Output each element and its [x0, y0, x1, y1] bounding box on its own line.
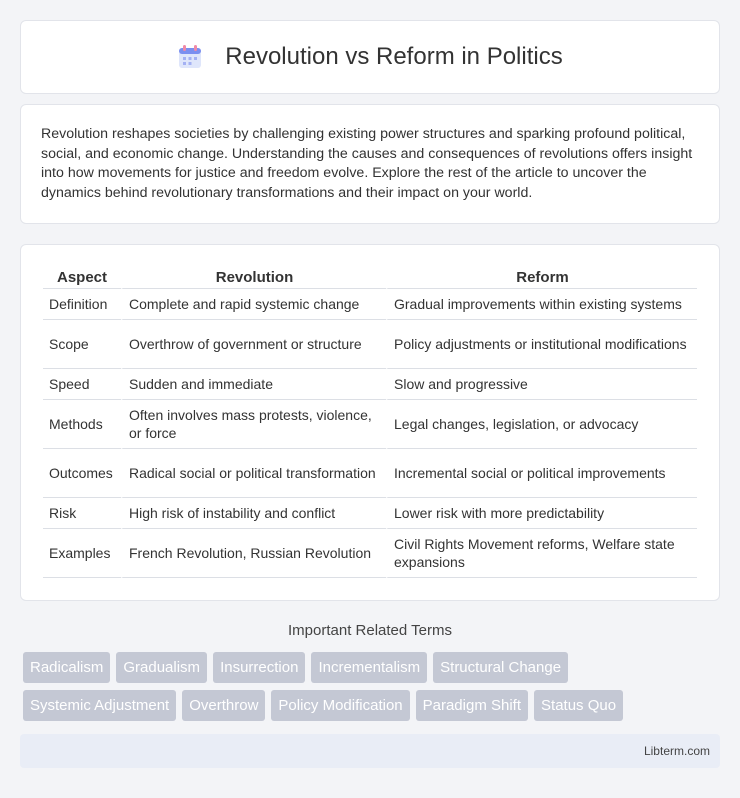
cell-aspect: Examples: [43, 529, 121, 578]
intro-card: [20, 104, 720, 224]
cell-aspect: Outcomes: [43, 449, 121, 498]
footer-brand-link[interactable]: Libterm.com: [643, 744, 710, 758]
cell-revolution: Overthrow of government or structure: [121, 320, 386, 369]
table-row: [43, 449, 697, 498]
cell-reform: Civil Rights Movement reforms, Welfare state expansions: [386, 529, 697, 578]
cell-reform: Gradual improvements within existing systems: [386, 289, 697, 320]
table-row: [43, 289, 697, 320]
cell-aspect: Scope: [43, 320, 121, 369]
table-row: [43, 320, 697, 369]
footer: [20, 734, 720, 768]
cell-reform: Slow and progressive: [386, 369, 697, 400]
tag-incrementalism[interactable]: Incrementalism: [311, 652, 427, 683]
comparison-card: [20, 244, 720, 601]
table-row: [43, 400, 697, 449]
cell-revolution: Radical social or political transformation: [121, 449, 386, 498]
tag-paradigm-shift[interactable]: Paradigm Shift: [416, 690, 528, 721]
related-terms-list: [23, 652, 723, 721]
tag-status-quo[interactable]: Status Quo: [534, 690, 623, 721]
page-title: Revolution vs Reform in Politics: [225, 43, 563, 70]
cell-revolution: Complete and rapid systemic change: [121, 289, 386, 320]
tag-structural-change[interactable]: Structural Change: [433, 652, 568, 683]
cell-reform: Lower risk with more predictability: [386, 498, 697, 529]
header-revolution: Revolution: [121, 265, 386, 289]
cell-aspect: Speed: [43, 369, 121, 400]
tag-policy-modification[interactable]: Policy Modification: [271, 690, 409, 721]
table-row: [43, 498, 697, 529]
tag-systemic-adjustment[interactable]: Systemic Adjustment: [23, 690, 176, 721]
tag-gradualism[interactable]: Gradualism: [116, 652, 207, 683]
header-reform: Reform: [386, 265, 697, 289]
cell-aspect: Methods: [43, 400, 121, 449]
tag-overthrow[interactable]: Overthrow: [182, 690, 265, 721]
table-row: [43, 529, 697, 578]
table-row: [43, 369, 697, 400]
cell-reform: Incremental social or political improvements: [386, 449, 697, 498]
cell-revolution: Sudden and immediate: [121, 369, 386, 400]
cell-aspect: Definition: [43, 289, 121, 320]
header-card: [20, 20, 720, 94]
cell-revolution: French Revolution, Russian Revolution: [121, 529, 386, 578]
header-aspect: Aspect: [43, 265, 121, 289]
cell-reform: Legal changes, legislation, or advocacy: [386, 400, 697, 449]
tag-radicalism[interactable]: Radicalism: [23, 652, 110, 683]
comparison-table: [43, 265, 697, 578]
cell-revolution: High risk of instability and conflict: [121, 498, 386, 529]
tag-insurrection[interactable]: Insurrection: [213, 652, 305, 683]
cell-aspect: Risk: [43, 498, 121, 529]
cell-revolution: Often involves mass protests, violence, or force: [121, 400, 386, 449]
table-header-row: [43, 265, 697, 289]
intro-paragraph: Revolution reshapes societies by challenging existing power structures and sparking profound political, social, and economic change. Understanding the causes and consequences of revolutions offers insight into how movements for justice and freedom evolve. Explore the rest of the article to uncover the dynamics behind revolutionary transformations and their impact on your world.: [41, 126, 693, 201]
cell-reform: Policy adjustments or institutional modifications: [386, 320, 697, 369]
related-terms-title: Important Related Terms: [288, 622, 452, 639]
calendar-icon: [177, 44, 203, 70]
